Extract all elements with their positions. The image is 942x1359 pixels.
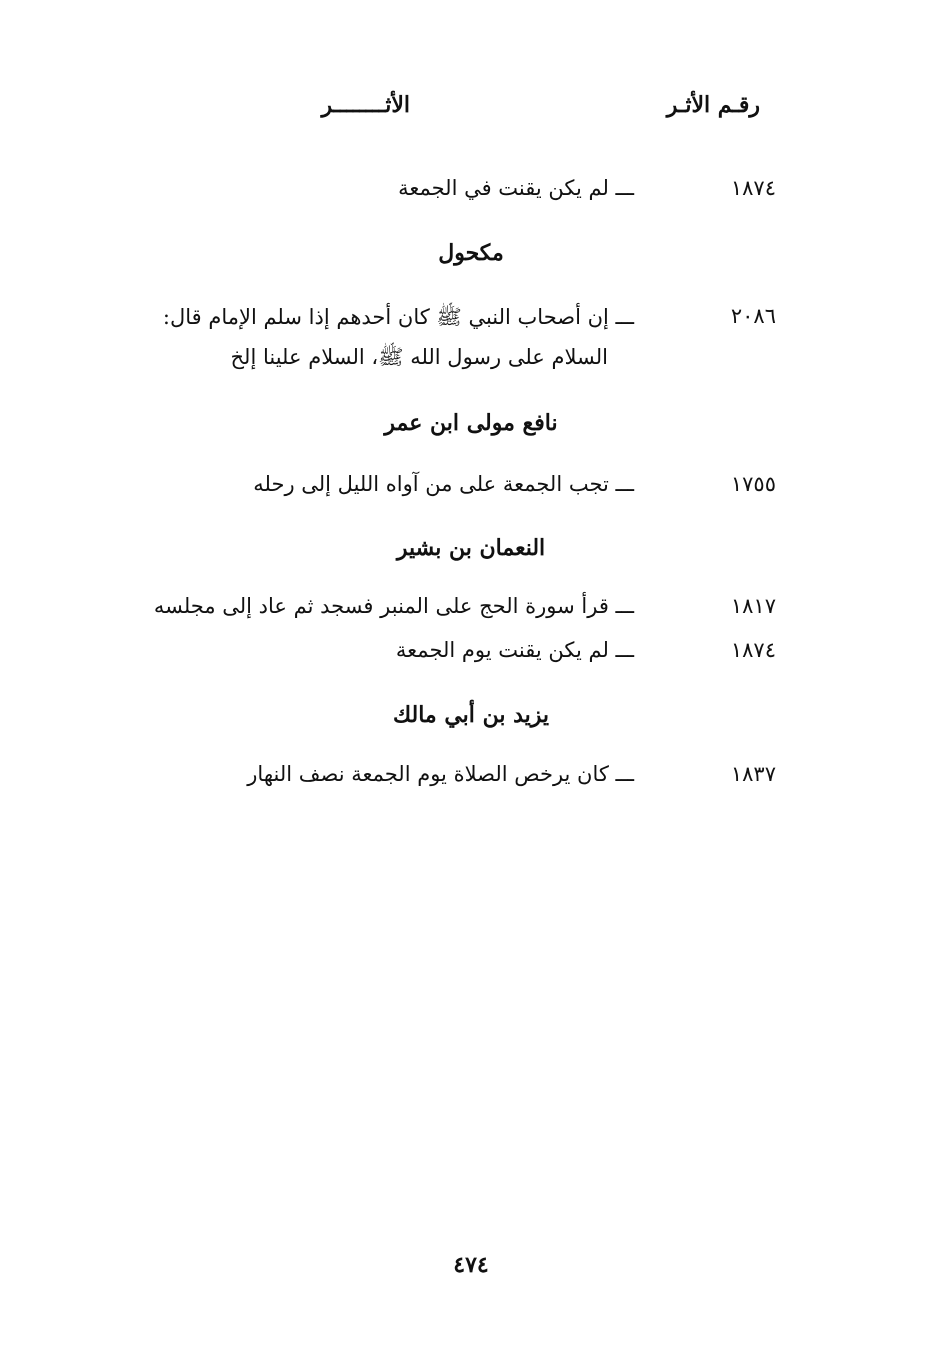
page-number: ٤٧٤: [453, 1252, 489, 1278]
column-header-number: رقـم الأثـر: [666, 92, 760, 118]
section-title-makhul: مكحول: [438, 240, 504, 266]
entry-text: ـــ لم يكن يقنت في الجمعة: [398, 176, 634, 200]
entry-number: ٢٠٨٦: [730, 304, 776, 328]
entry-text-continuation: السلام على رسول الله ﷺ، السلام علينا إلخ: [230, 345, 608, 369]
entry-text: ـــ إن أصحاب النبي ﷺ كان أحدهم إذا سلم الإمام قال:: [162, 305, 634, 329]
section-title-numan: النعمان بن بشير: [396, 535, 546, 561]
section-title-nafi: نافع مولى ابن عمر: [384, 410, 558, 436]
entry-number: ١٨٣٧: [730, 762, 776, 786]
entry-number: ١٨٧٤: [730, 638, 776, 662]
entry-text: ـــ تجب الجمعة على من آواه الليل إلى رحله: [253, 472, 634, 496]
entry-number: ١٨٧٤: [730, 176, 776, 200]
entry-text: ـــ كان يرخص الصلاة يوم الجمعة نصف النهار: [247, 762, 634, 786]
entry-text: ـــ لم يكن يقنت يوم الجمعة: [395, 638, 634, 662]
entry-number: ١٨١٧: [730, 594, 776, 618]
entry-text: ـــ قرأ سورة الحج على المنبر فسجد ثم عاد إلى مجلسه: [153, 594, 634, 618]
section-title-yazid: يزيد بن أبي مالك: [392, 702, 550, 728]
entry-number: ١٧٥٥: [730, 472, 776, 496]
column-header-text: الأثــــــــر: [321, 92, 410, 118]
